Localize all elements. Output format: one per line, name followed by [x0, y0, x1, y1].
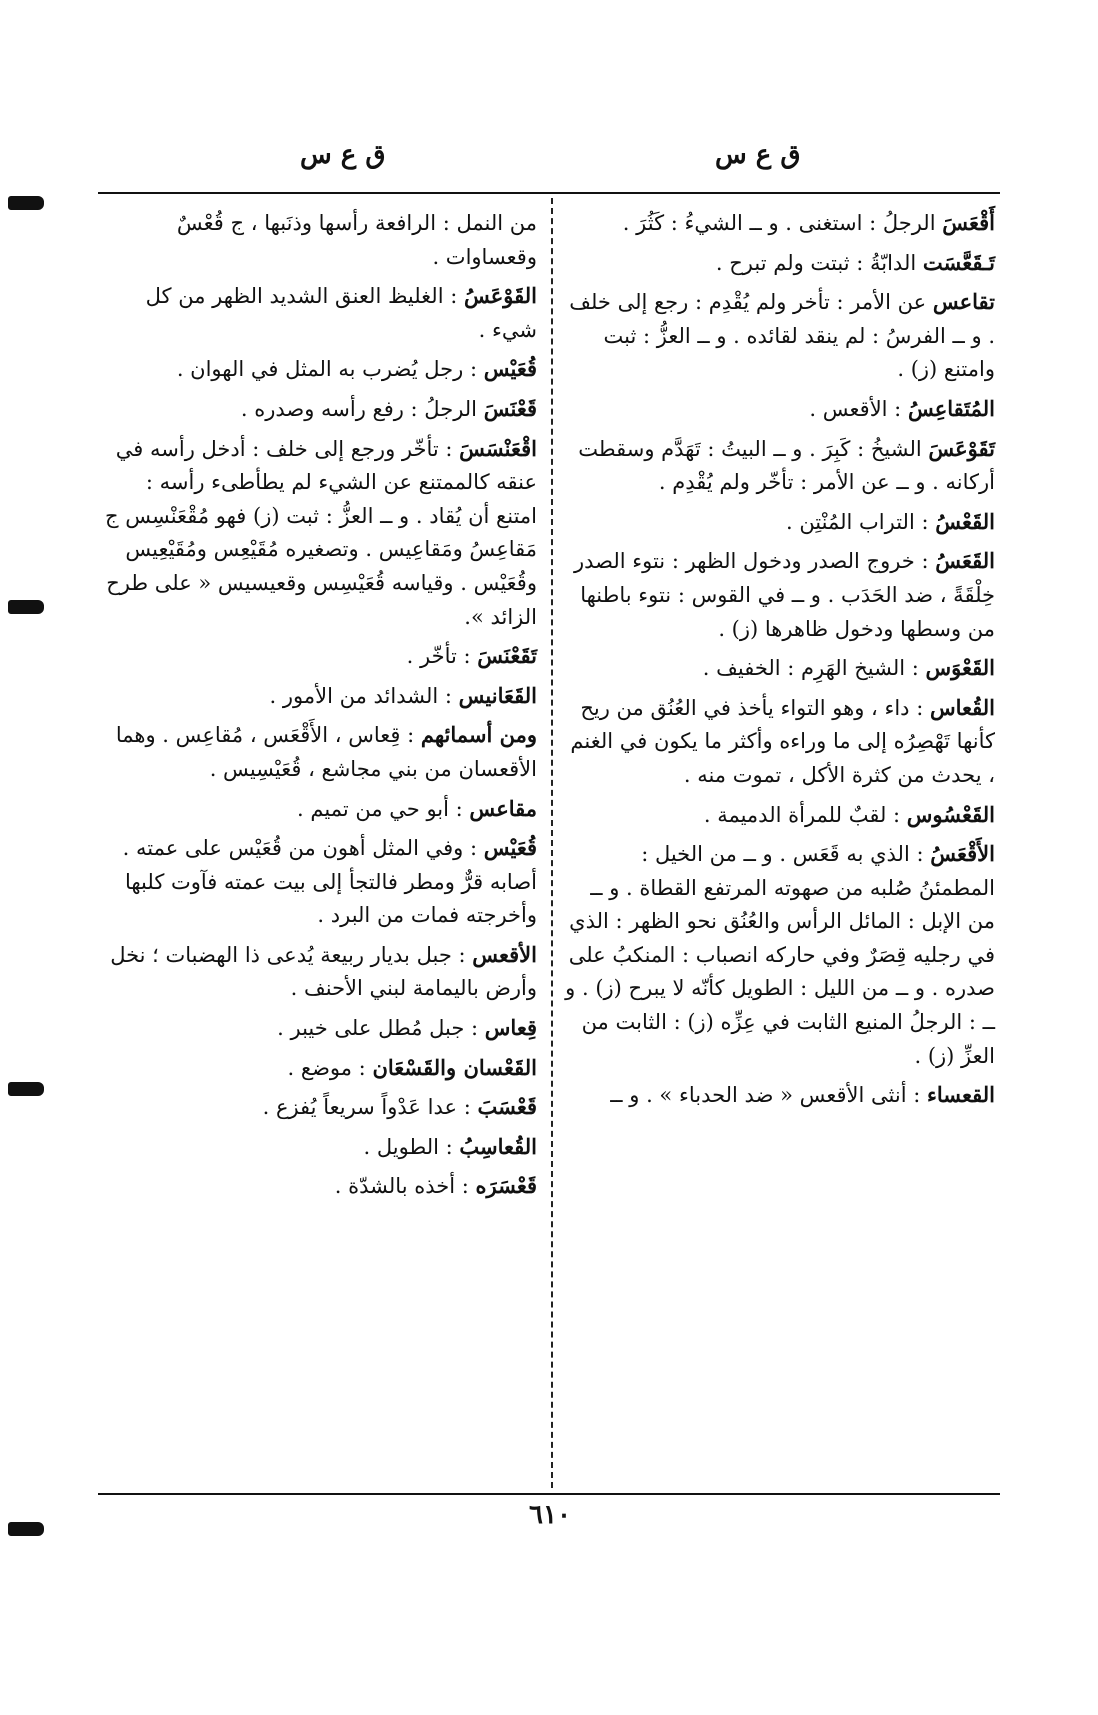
dictionary-entry [100, 831, 537, 933]
dictionary-entry [562, 206, 995, 241]
dictionary-entry [100, 679, 537, 714]
definition: : عدا عَدْواً سريعاً يُفزع . [262, 1095, 471, 1120]
margin-mark [8, 1522, 44, 1536]
dictionary-entry [100, 206, 537, 274]
definition: : الغليظ العنق الشديد الظهر من كل شيء . [145, 284, 537, 342]
definition: : تأخّر ورجع إلى خلف : أدخل رأسه في عنقه كالممتنع عن الشيء لم يطأطىء رأسه : امتنع أن يُقاد . و ــ العزُّ : ثبت (ز) فهو مُقْعَنْسِس ج مَقاعِسُ ومَقاعِيس . وتصغيره مُقَيْعِس ومُقَيْعِيس وقُعَيْس . وقياسه قُعَيْسِس وقعيسيس « على طرح الزائد ». [105, 436, 537, 629]
headword: اقْعَنْسَسَ [459, 435, 537, 461]
headword: مقاعس [469, 795, 537, 821]
dictionary-entry [562, 392, 995, 427]
headword: القَعْسُ [935, 508, 995, 534]
definition: : لقبٌ للمرأة الدميمة . [703, 802, 901, 827]
definition: : وفي المثل أهون من قُعَيْس على عمته . أصابه قرٌّ ومطر فالتجأ إلى بيت عمته فآوت كلبها وأخرجته فمات من البرد . [122, 836, 537, 928]
definition: : موضع . [287, 1055, 366, 1080]
dictionary-entry [100, 792, 537, 827]
headword: تَـقَعَّسَت [922, 249, 995, 275]
margin-mark [8, 600, 44, 614]
definition: : أبو حي من تميم . [297, 796, 463, 821]
headword: قَعْنَسَ [483, 395, 537, 421]
dictionary-entry [562, 1078, 995, 1113]
dictionary-entry [562, 798, 995, 833]
margin-mark [8, 196, 44, 210]
left-column-header: ق ع س [300, 140, 386, 170]
definition: : التراب المُنْتِن . [785, 509, 929, 534]
headword: القَعْسُوس [906, 801, 995, 827]
headword: تَقَوْعَسَ [928, 435, 995, 461]
dictionary-entry [562, 285, 995, 387]
definition: : الطويل . [363, 1134, 453, 1159]
dictionary-entry [562, 651, 995, 686]
dictionary-entry [562, 544, 995, 646]
bottom-rule [98, 1493, 1000, 1495]
headword: قُعَيْس [483, 835, 537, 861]
definition: : رجل يُضرب به المثل في الهوان . [176, 357, 478, 382]
headword: تقاعس [932, 289, 995, 315]
headword: قَعْسَرَه [475, 1173, 537, 1199]
page-number: ٦١٠ [529, 1500, 571, 1530]
definition: : أنثى الأقعس « ضد الحدباء » . و ــ [610, 1083, 921, 1108]
headword: القُعاس [929, 694, 995, 720]
headword: تَقَعْنَسَ [477, 643, 537, 669]
dictionary-entry [100, 938, 537, 1006]
definition: الدابّةُ : ثبتت ولم تبرح . [715, 250, 917, 275]
headword: الأَقْعَسُ [930, 841, 995, 867]
dictionary-entry [100, 352, 537, 387]
left-column [100, 206, 537, 1209]
headword: قَعْسَبَ [477, 1094, 537, 1120]
headword: أَقْعَسَ [942, 210, 995, 235]
dictionary-entry [562, 246, 995, 281]
definition: : الأقعس . [809, 396, 902, 421]
dictionary-entry [100, 639, 537, 674]
headword: قِعاس [484, 1015, 537, 1041]
headword: القَعَسُ [935, 548, 995, 574]
dictionary-entry [100, 1090, 537, 1125]
headword: القُعاسِبُ [459, 1133, 537, 1159]
definition: : الذي به قَعَس . و ــ من الخيل : المطمئنُ صُلبه من صهوته المرتفع القطاة . و ــ من الإبل : المائل الرأس والعُنُق نحو الظهر : الذي في رجليه قِصَرٌ وفي حاركه انصباب : المنكبُ على صدره . و ــ من الليل : الطويل كأنّه لا يبرح (ز) . و ــ : الرجلُ المنيع الثابت في عِزِّه (ز) : الثابت من العزِّ (ز) . [565, 842, 995, 1068]
headword: القَعَانيس [458, 682, 537, 708]
definition: الرجلُ : رفع رأسه وصدره . [240, 396, 478, 421]
definition: : خروج الصدر ودخول الظهر : نتوء الصدر خِلْقَةً ، ضد الحَدَب . و ــ في القوس : نتوء باطنها من وسطها ودخول ظاهرها (ز) . [573, 549, 995, 641]
definition: : قِعاس ، الأَقْعَس ، مُقاعِس . وهما الأقعسان من بني مجاشع ، قُعَيْسِيس . [115, 723, 537, 781]
headword: القَوْعَسُ [463, 283, 537, 309]
dictionary-entry [100, 279, 537, 347]
dictionary-entry [100, 718, 537, 786]
definition: : داء ، وهو التواء يأخذ في العُنُق من ريح كأنها تَهْصِرُه إلى ما وراءه وأكثر ما يكون في الغنم ، يحدث من كثرة الأكل ، تموت منه . [570, 695, 995, 787]
definition: : أخذه بالشدّة . [334, 1174, 469, 1199]
dictionary-entry [562, 837, 995, 1073]
dictionary-entry [562, 505, 995, 540]
headword: القعساء [927, 1082, 995, 1108]
headword: الأقعس [472, 941, 537, 967]
headword: قُعَيْس [483, 356, 537, 382]
headword: القَعْسان والقَسْعَان [372, 1054, 537, 1080]
dictionary-entry [100, 432, 537, 635]
headword: ومن أسمائهم [420, 722, 537, 748]
definition: : تأخّر . [406, 644, 471, 669]
dictionary-entry [100, 1169, 537, 1204]
definition: : جبل بديار ربيعة يُدعى ذا الهضبات ؛ نخل وأرض باليمامة لبني الأحنف . [110, 942, 537, 1001]
dictionary-entry [562, 432, 995, 500]
definition: : الشدائد من الأمور . [269, 683, 452, 708]
right-column-header: ق ع س [715, 140, 801, 170]
definition: الرجلُ : استغنى . و ــ الشيءُ : كَثُرَ . [622, 211, 936, 235]
definition: الشيخُ : كَبِرَ . و ــ البيتُ : تَهَدَّم وسقطت أركانه . و ــ عن الأمر : تأخّر ولم يُقْدِم . [578, 436, 995, 495]
column-divider [551, 198, 553, 1488]
definition: عن الأمر : تأخر ولم يُقْدِم : رجع إلى خلف . و ــ الفرسُ : لم ينقد لقائده . و ــ العزُّ : ثبت وامتنع (ز) . [569, 290, 995, 382]
headword: القَعْوَس [925, 655, 995, 681]
top-rule [98, 192, 1000, 194]
dictionary-entry [100, 1130, 537, 1165]
right-column [562, 206, 995, 1118]
definition: : الشيخ الهَرِم : الخفيف . [702, 656, 919, 681]
definition: من النمل : الرافعة رأسها وذنَبها ، ج قُعْسٌ وقعساوات . [176, 211, 537, 269]
definition: : جبل مُطل على خيبر . [277, 1016, 479, 1041]
dictionary-entry [100, 1011, 537, 1046]
dictionary-entry [562, 691, 995, 793]
headword: المُتَقاعِسُ [907, 395, 995, 421]
dictionary-entry [100, 1051, 537, 1086]
margin-mark [8, 1082, 44, 1096]
dictionary-entry [100, 392, 537, 427]
